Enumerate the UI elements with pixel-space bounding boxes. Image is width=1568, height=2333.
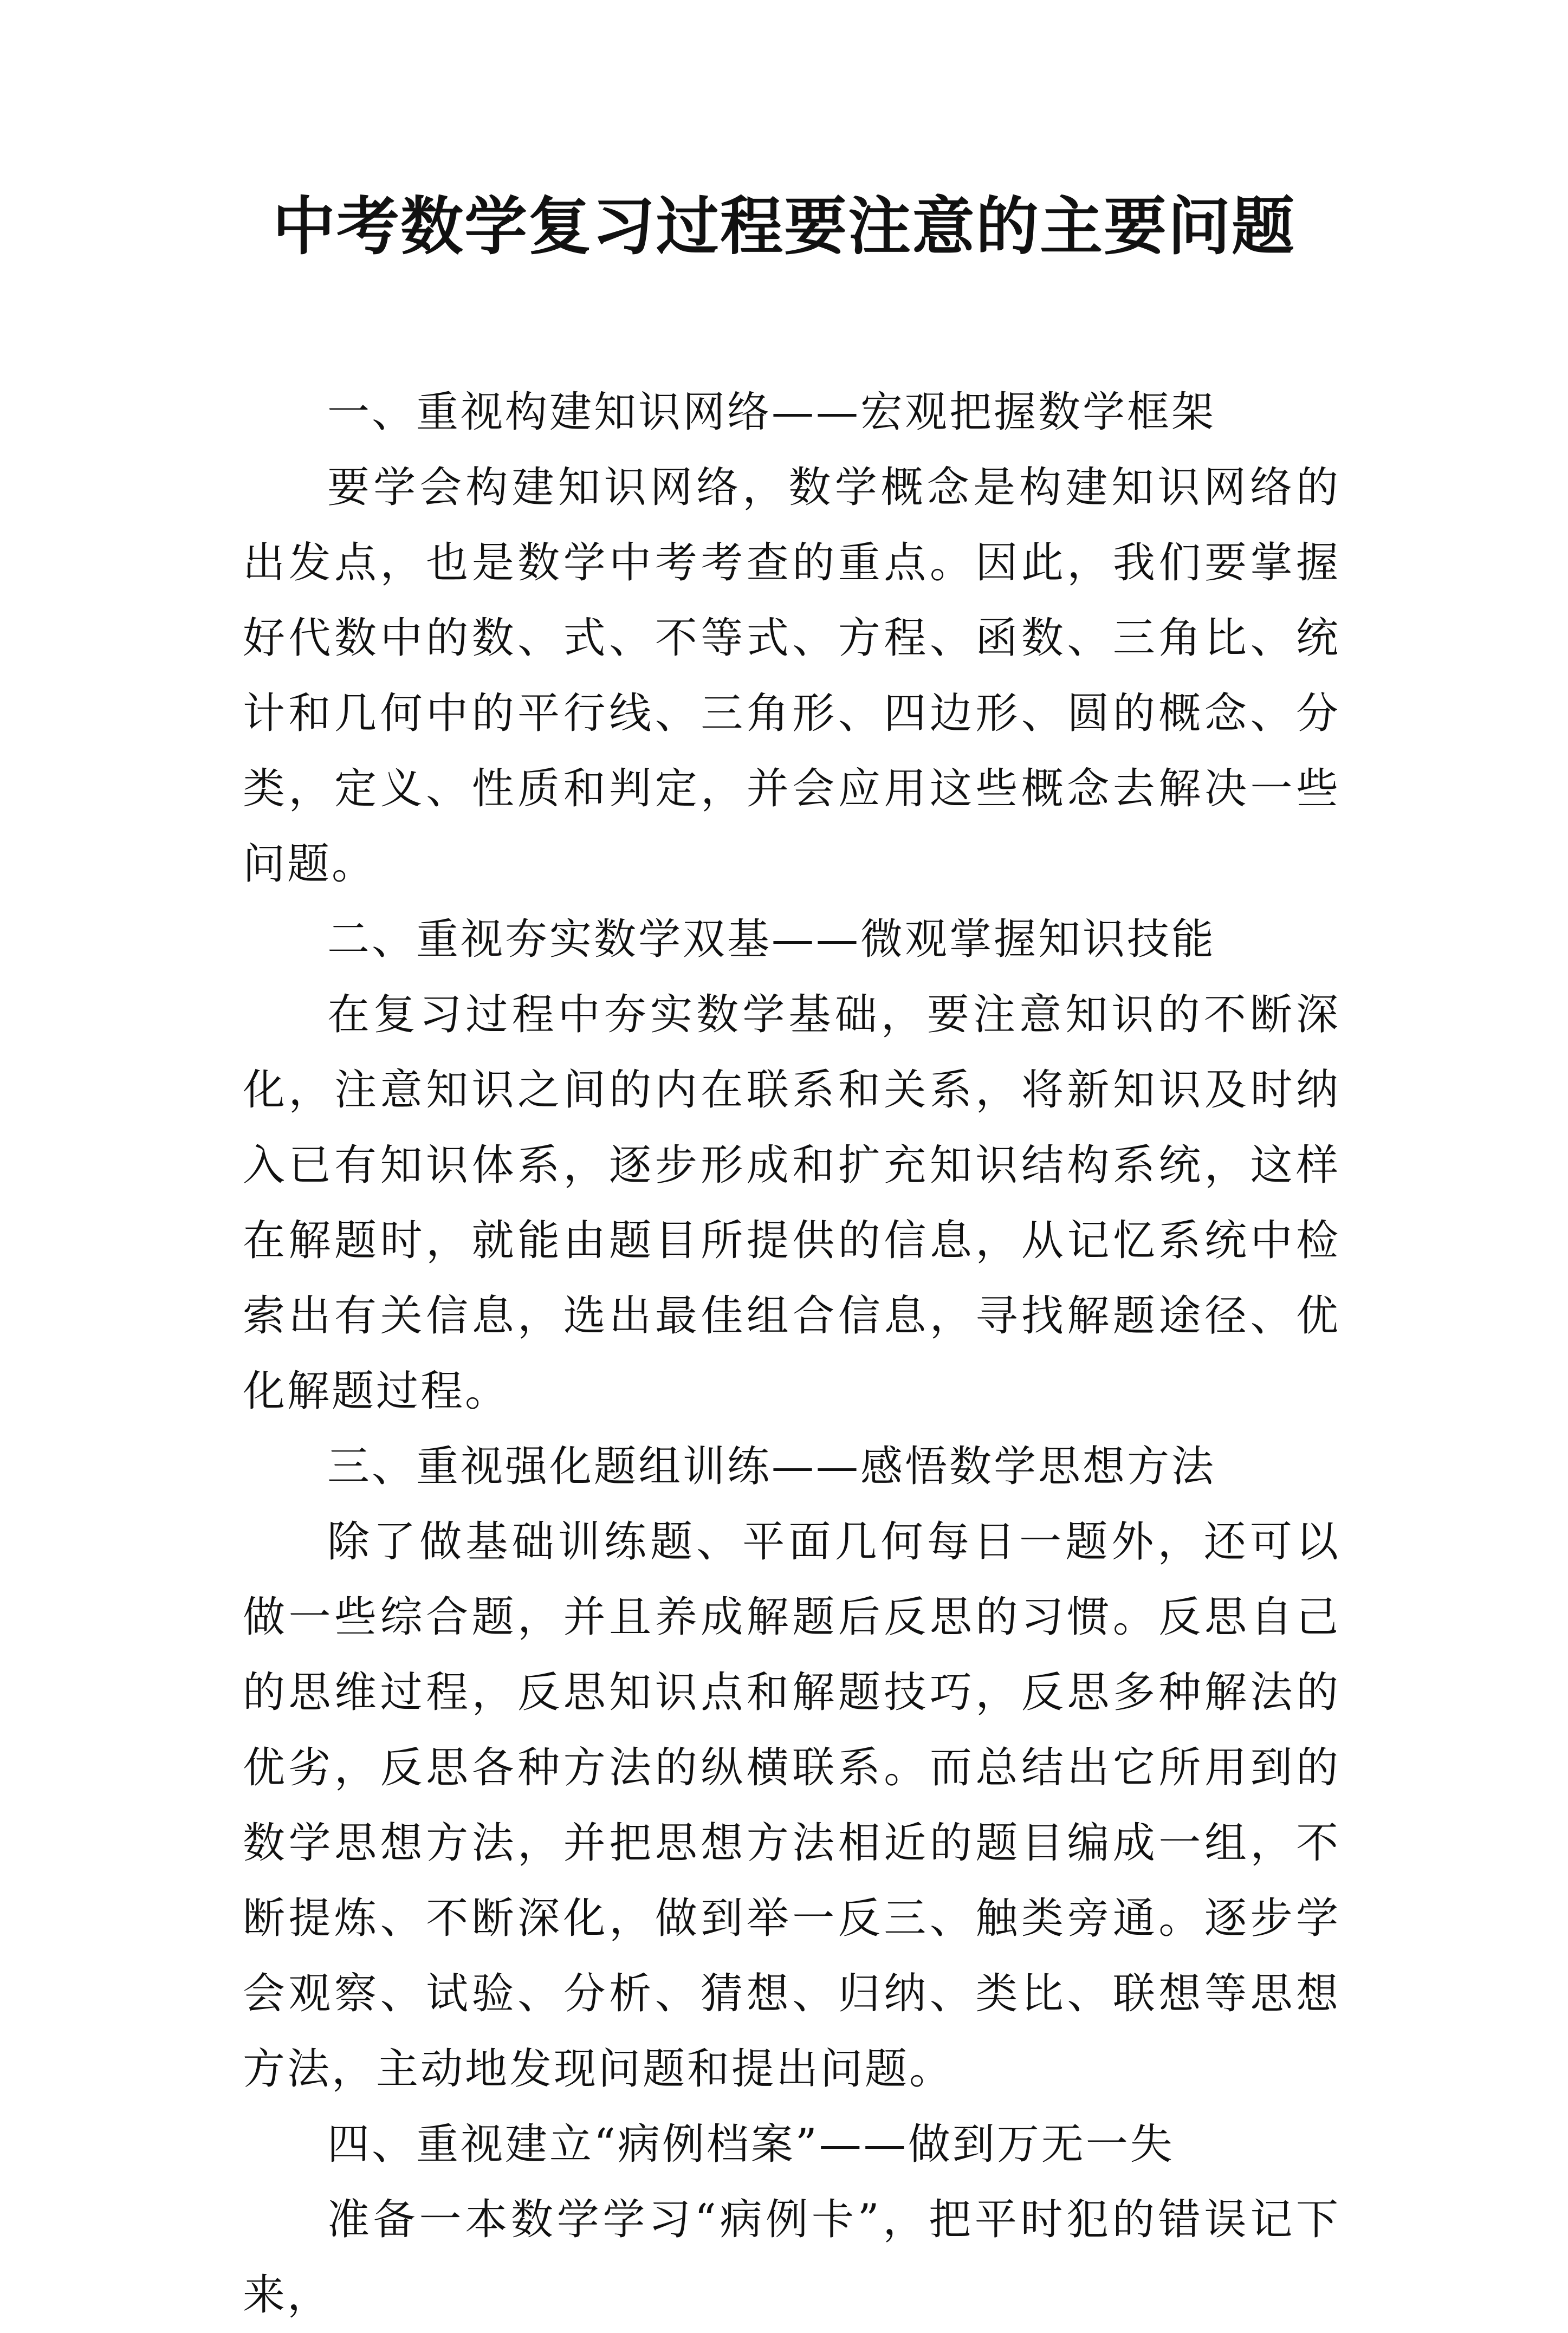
section-heading-1: 一、重视构建知识网络——宏观把握数学框架 — [327, 388, 1216, 437]
section-paragraph-1: 要学会构建知识网络，数学概念是构建知识网络的出发点，也是数学中考考查的重点。因此，我们要掌握好代数中的数、式、不等式、方程、函数、三角比、统计和几何中的平行线、三角形、四边形、圆的概念、分类，定义、性质和判定，并会应用这些概念去解决一些问题。 — [243, 463, 1340, 889]
section-heading-3: 三、重视强化题组训练——感悟数学思想方法 — [327, 1442, 1216, 1491]
document-body — [243, 375, 1340, 2333]
section-heading-2: 二、重视夯实数学双基——微观掌握知识技能 — [327, 915, 1216, 964]
document-title: 中考数学复习过程要注意的主要问题 — [273, 190, 1295, 263]
section-paragraph-3: 除了做基础训练题、平面几何每日一题外，还可以做一些综合题，并且养成解题后反思的习惯。反思自己的思维过程，反思知识点和解题技巧，反思多种解法的优劣，反思各种方法的纵横联系。而总结出它所用到的数学思想方法，并把思想方法相近的题目编成一组，不断提炼、不断深化，做到举一反三、触类旁通。逐步学会观察、试验、分析、猜想、归纳、类比、联想等思想方法，主动地发现问题和提出问题。 — [243, 1518, 1340, 2094]
section-paragraph-2: 在复习过程中夯实数学基础，要注意知识的不断深化，注意知识之间的内在联系和关系，将新知识及时纳入已有知识体系，逐步形成和扩充知识结构系统，这样在解题时，就能由题目所提供的信息，从记忆系统中检索出有关信息，选出最佳组合信息，寻找解题途径、优化解题过程。 — [243, 990, 1340, 1416]
section-heading-4: 四、重视建立“病例档案”——做到万无一失 — [327, 2120, 1175, 2169]
section-paragraph-4: 准备一本数学学习“病例卡”，把平时犯的错误记下来， — [243, 2195, 1340, 2319]
